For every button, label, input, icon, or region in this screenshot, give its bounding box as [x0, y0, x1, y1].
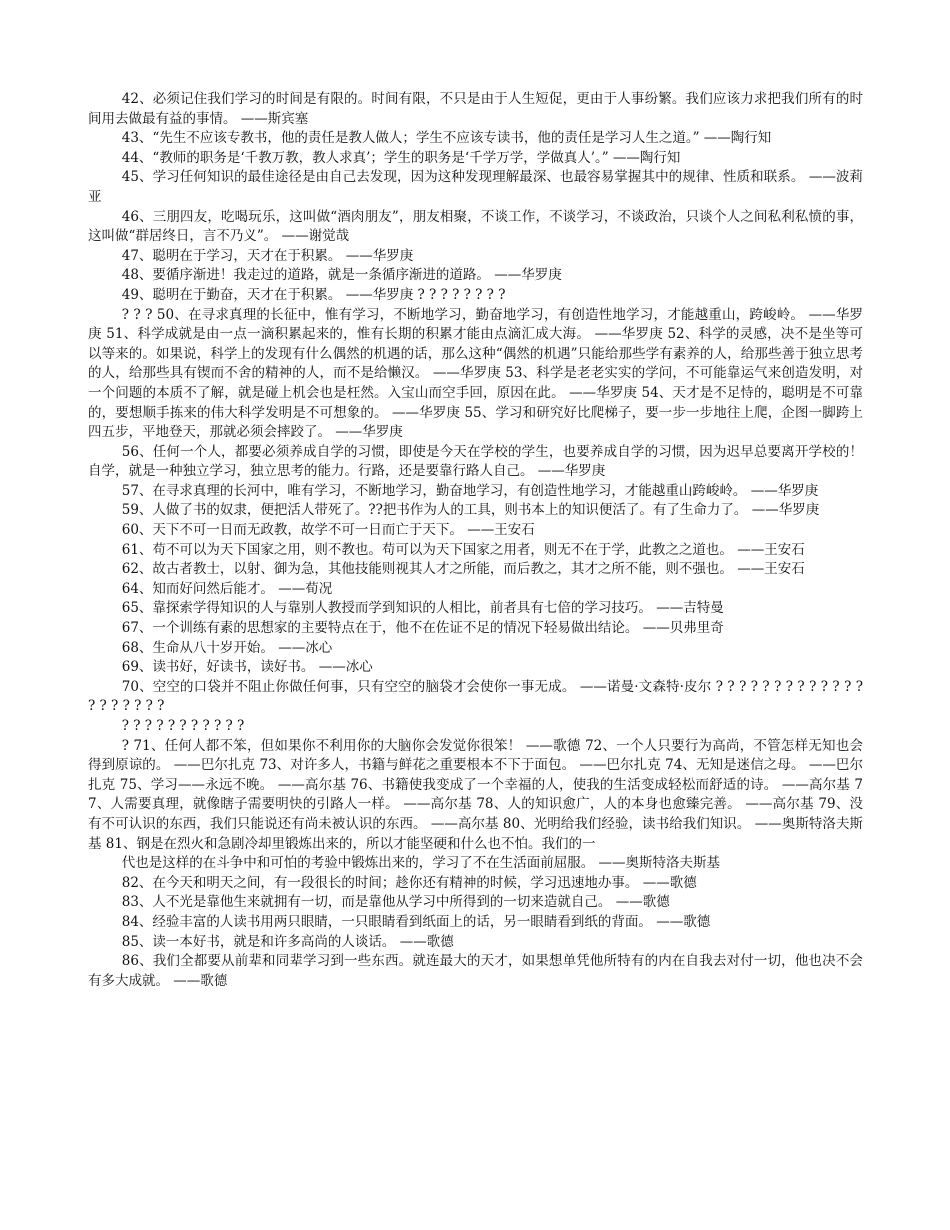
quote-paragraph: 83、人不光是靠他生来就拥有一切，而是靠他从学习中所得到的一切来造就自己。 ——歌德	[121, 894, 670, 911]
quote-paragraph: ? ? ? 50、在寻求真理的长征中，惟有学习，不断地学习，勤奋地学习，有创造性地学习，才能越重山，跨峻岭。 ——华罗庚 51、科学成就是由一点一滴积累起来的，惟有长期的积累才能由点滴汇成大海。 ——华罗庚 52、科学的灵感，决不是坐等可以等来的。如果说，科学上的发现有什么偶然的机遇的话，那么这种“偶然的机遇”只能给那些学有素养的人，给那些善于独立思考的人，给那些具有锲而不舍的精神的人，而不是给懒汉。 ——华罗庚 53、科学是老老实实的学问，不可能靠运气来创造发明，对一个问题的本质不了解，就是碰上机会也是枉然。入宝山而空手回，原因在此。 ——华罗庚 54、天才是不足恃的，聪明是不可靠的，要想顺手拣来的伟大科学发明是不可想象的。 ——华罗庚 55、学习和研究好比爬梯子，要一步一步地往上爬，企图一脚跨上四五步，平地登天，那就必须会摔跤了。 ——华罗庚	[88, 306, 863, 441]
quote-paragraph: 57、在寻求真理的长河中，唯有学习，不断地学习，勤奋地学习，有创造性地学习，才能越重山跨峻岭。 ——华罗庚	[121, 482, 819, 499]
quote-paragraph: 44、“教师的职务是‘千教万教，教人求真’；学生的职务是‘千学万学，学做真人’。” ——陶行知	[121, 149, 681, 166]
quote-paragraph: 43、“先生不应该专教书，他的责任是教人做人；学生不应该专读书，他的责任是学习人生之道。” ——陶行知	[121, 130, 772, 147]
quote-paragraph: 69、读书好，好读书，读好书。 ——冰心	[121, 659, 373, 676]
quote-paragraph: 67、一个训练有素的思想家的主要特点在于，他不在佐证不足的情况下轻易做出结论。 ——贝弗里奇	[121, 620, 724, 637]
quote-paragraph: ? 71、任何人都不笨，但如果你不利用你的大脑你会发觉你很笨！ ——歌德 72、一个人只要行为高尚，不管怎样无知也会得到原谅的。 ——巴尔扎克 73、对许多人，书籍与鲜花之重要根本不下于面包。 ——巴尔扎克 74、无知是迷信之母。 ——巴尔扎克 75、学习——永远不晚。 ——高尔基 76、书籍使我变成了一个幸福的人，使我的生活变成轻松而舒适的诗。 ——高尔基 77、人需要真理，就像瞎子需要明快的引路人一样。 ——高尔基 78、人的知识愈广，人的本身也愈臻完善。 ——高尔基 79、没有不可认识的东西，我们只能说还有尚未被认识的东西。 ——高尔基 80、光明给我们经验，读书给我们知识。 ——奥斯特洛夫斯基 81、钢是在烈火和急剧冷却里锻炼出来的，所以才能坚硬和什么也不怕。我们的一	[88, 737, 863, 852]
quote-paragraph: 70、空空的口袋并不阻止你做任何事，只有空空的脑袋才会使你一事无成。 ——诺曼·文森特·皮尔 ? ? ? ? ? ? ? ? ? ? ? ? ? ? ? ? ? ? ? ?	[88, 678, 863, 715]
quote-paragraph: 84、经验丰富的人读书用两只眼睛，一只眼睛看到纸面上的话，另一眼睛看到纸的背面。 ——歌德	[121, 913, 711, 930]
quote-paragraph: 47、聪明在于学习，天才在于积累。 ——华罗庚	[121, 247, 414, 264]
quote-paragraph: 56、任何一个人，都要必须养成自学的习惯，即使是今天在学校的学生，也要养成自学的习惯，因为迟早总要离开学校的！自学，就是一种独立学习，独立思考的能力。行路，还是要靠行路人自己。 ——华罗庚	[88, 443, 863, 480]
quote-paragraph: 85、读一本好书，就是和许多高尚的人谈话。 ——歌德	[121, 933, 454, 950]
quote-paragraph: ? ? ? ? ? ? ? ? ? ? ?	[121, 718, 245, 734]
quote-paragraph: 65、靠探索学得知识的人与靠别人教授而学到知识的人相比，前者具有七倍的学习技巧。 ——吉特曼	[121, 600, 724, 617]
quote-paragraph: 62、故古者教士，以射、御为急，其他技能则视其人才之所能，而后教之，其才之所不能，则不强也。 ——王安石	[121, 561, 805, 578]
quote-paragraph: 59、人做了书的奴隶，便把活人带死了。??把书作为人的工具，则书本上的知识便活了。有了生命力了。 ——华罗庚	[121, 502, 820, 519]
quote-paragraph: 代也是这样的在斗争中和可怕的考验中锻炼出来的，学习了不在生活面前屈服。 ——奥斯特洛夫斯基	[121, 855, 721, 872]
quote-paragraph: 49、聪明在于勤奋，天才在于积累。 ——华罗庚 ? ? ? ? ? ? ? ?	[121, 286, 506, 303]
document-body	[88, 90, 863, 991]
quote-paragraph: 46、三朋四友，吃喝玩乐，这叫做“酒肉朋友”，朋友相聚，不谈工作，不谈学习，不谈政治，只谈个人之间私利私愤的事，这叫做“群居终日，言不乃义”。 ——谢觉哉	[88, 208, 863, 245]
quote-paragraph: 60、天下不可一日而无政教，故学不可一日而亡于天下。 ——王安石	[121, 522, 535, 539]
quote-paragraph: 45、学习任何知识的最佳途径是由自己去发现，因为这种发现理解最深、也最容易掌握其中的规律、性质和联系。 ——波莉亚	[88, 169, 863, 205]
quote-paragraph: 82、在今天和明天之间，有一段很长的时间；趁你还有精神的时候，学习迅速地办事。 ——歌德	[121, 874, 697, 891]
quote-paragraph: 61、苟不可以为天下国家之用，则不教也。苟可以为天下国家之用者，则无不在于学，此教之之道也。 ——王安石	[121, 541, 805, 558]
quote-paragraph: 48、要循序渐进！我走过的道路，就是一条循序渐进的道路。 ——华罗庚	[121, 267, 562, 284]
quote-paragraph: 86、我们全都要从前辈和同辈学习到一些东西。就连最大的天才，如果想单凭他所特有的内在自我去对付一切，他也决不会有多大成就。 ——歌德	[88, 953, 863, 989]
quote-paragraph: 68、生命从八十岁开始。 ——冰心	[121, 639, 333, 656]
quote-paragraph: 64、知而好问然后能才。 ——荀况	[121, 580, 333, 597]
quote-paragraph: 42、必须记住我们学习的时间是有限的。时间有限，不只是由于人生短促，更由于人事纷繁。我们应该力求把我们所有的时间用去做最有益的事情。 ——斯宾塞	[88, 91, 863, 127]
